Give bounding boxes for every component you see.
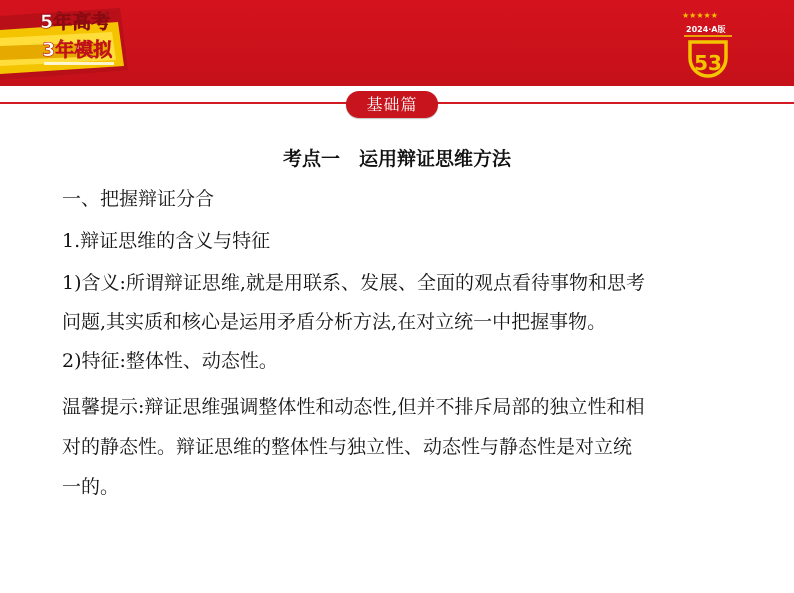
content-line-8: 一的。 <box>62 476 120 498</box>
logo-text-line1: 5年高考 <box>40 11 111 33</box>
topic-title: 考点一 运用辩证思维方法 <box>282 148 511 170</box>
53-badge-icon <box>676 10 740 84</box>
content-line-1: 一、把握辩证分合 <box>62 188 215 210</box>
content-line-7: 对的静态性。辩证思维的整体性与独立性、动态性与静态性是对立统 <box>62 436 633 458</box>
content-line-4: 问题,其实质和核心是运用矛盾分析方法,在对立统一中把握事物。 <box>62 311 607 333</box>
logo-text-line2: 3年模拟 <box>42 39 113 61</box>
content-line-2: 1.辩证思维的含义与特征 <box>62 230 271 252</box>
content-line-5: 2)特征:整体性、动态性。 <box>62 350 278 372</box>
badge-year-text: 2024·A版 <box>686 25 726 34</box>
badge-number: 53 <box>694 51 722 75</box>
svg-text:★★★★★: ★★★★★ <box>682 11 718 20</box>
content-line-3: 1)含义:所谓辩证思维,就是用联系、发展、全面的观点看待事物和思考 <box>62 272 645 294</box>
book-logo-icon <box>0 0 140 86</box>
section-tag-basic: 基础篇 <box>346 91 438 118</box>
header-banner <box>0 0 794 86</box>
content-line-6: 温馨提示:辩证思维强调整体性和动态性,但并不排斥局部的独立性和相 <box>62 396 645 418</box>
